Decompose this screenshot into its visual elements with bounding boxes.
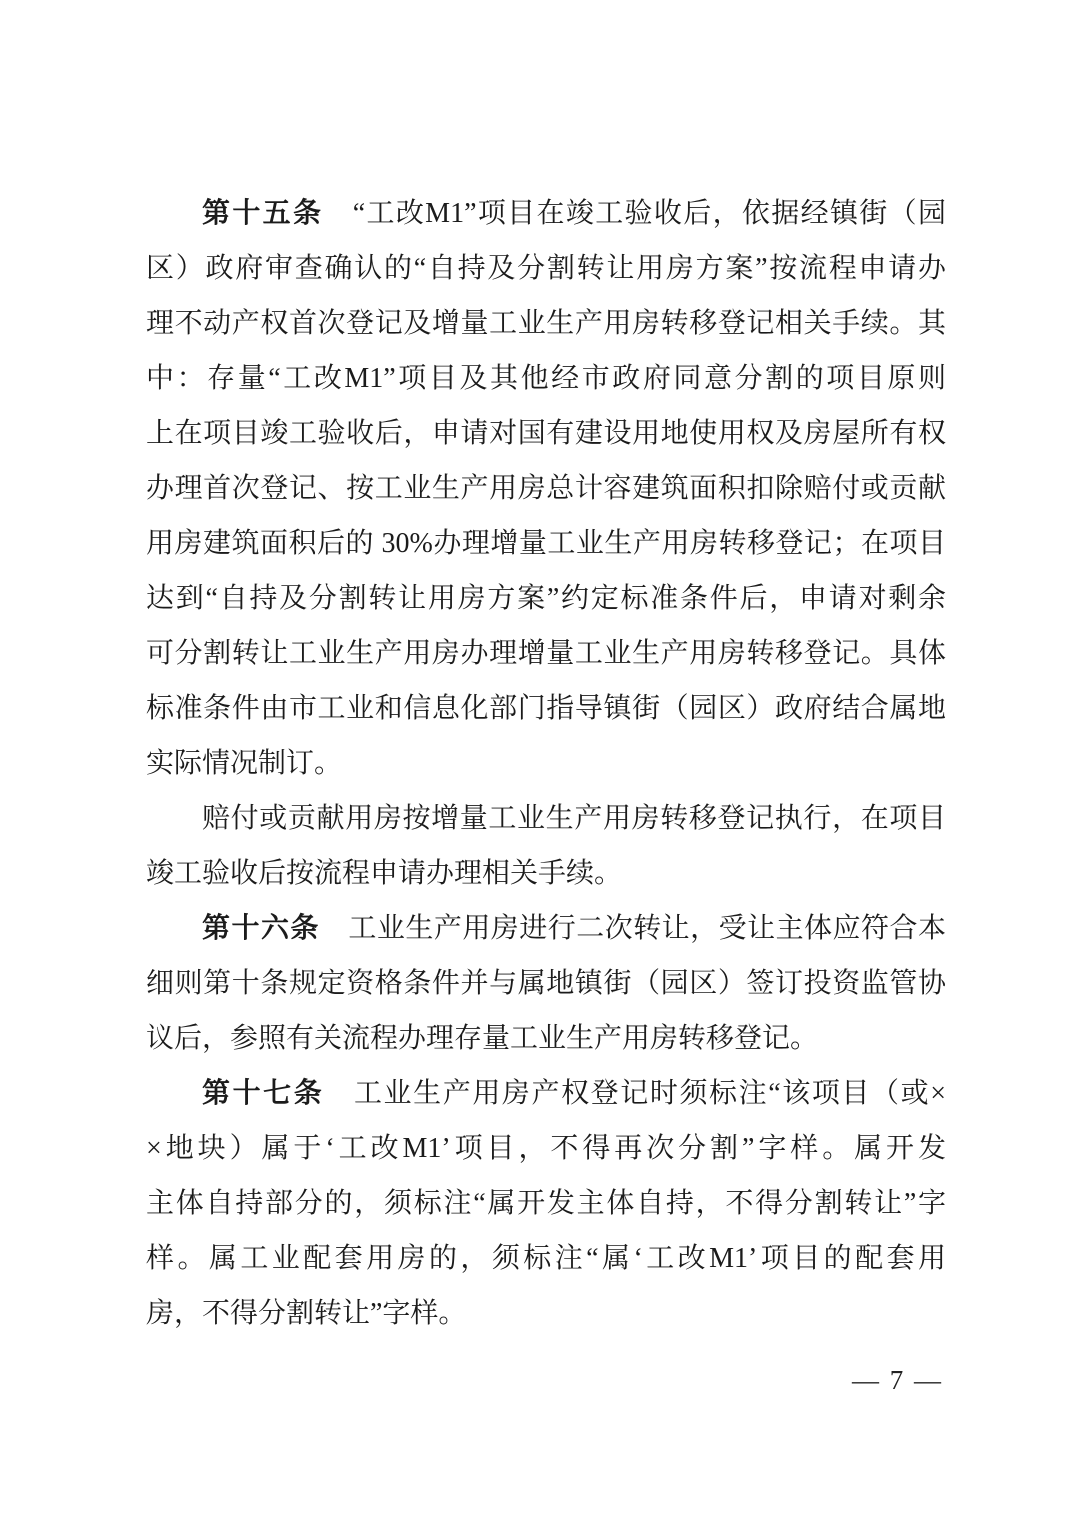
line-text: 区）政府审查确认的“自持及分割转让用房方案”按流程申请办 (146, 253, 946, 284)
text-line (146, 296, 946, 351)
clause-heading-line (146, 901, 946, 956)
clause-heading-line (146, 1066, 946, 1121)
text-line (146, 571, 946, 626)
text-line (146, 1231, 946, 1286)
line-text: 议后，参照有关流程办理存量工业生产用房转移登记。 (146, 1023, 819, 1054)
line-text: 赔付或贡献用房按增量工业生产用房转移登记执行，在项目 (202, 803, 946, 834)
line-text: 工业生产用房产权登记时须标注“该项目（或× (324, 1078, 946, 1109)
line-text: 用房建筑面积后的 30%办理增量工业生产用房转移登记；在项目 (146, 528, 946, 559)
text-line (146, 1011, 946, 1066)
text-line (146, 791, 946, 846)
text-line (146, 351, 946, 406)
text-line (146, 681, 946, 736)
line-text: 工业生产用房进行二次转让，受让主体应符合本 (319, 913, 946, 944)
line-text: ×地块）属于‘工改M1’项目，不得再次分割”字样。属开发 (146, 1133, 946, 1164)
document-body (146, 186, 946, 1341)
text-line (146, 516, 946, 571)
text-line (146, 1121, 946, 1176)
text-line (146, 461, 946, 516)
text-line (146, 736, 946, 791)
line-text: 可分割转让工业生产用房办理增量工业生产用房转移登记。具体 (146, 638, 946, 669)
line-text: 上在项目竣工验收后，申请对国有建设用地使用权及房屋所有权 (146, 418, 946, 449)
line-text: 办理首次登记、按工业生产用房总计容建筑面积扣除赔付或贡献 (146, 473, 946, 504)
line-text: 中：存量“工改M1”项目及其他经市政府同意分割的项目原则 (146, 363, 946, 394)
text-line (146, 241, 946, 296)
clause-number: 第十七条 (202, 1078, 325, 1109)
clause-number: 第十六条 (202, 913, 320, 944)
paragraph (146, 1066, 946, 1341)
clause-number: 第十五条 (202, 198, 324, 229)
line-text: 竣工验收后按流程申请办理相关手续。 (146, 858, 623, 889)
line-text: 房，不得分割转让”字样。 (146, 1298, 467, 1329)
line-text: 实际情况制订。 (146, 748, 343, 779)
line-text: 细则第十条规定资格条件并与属地镇街（园区）签订投资监管协 (146, 968, 946, 999)
line-text: 达到“自持及分割转让用房方案”约定标准条件后，申请对剩余 (146, 583, 946, 614)
text-line (146, 846, 946, 901)
line-text: 标准条件由市工业和信息化部门指导镇街（园区）政府结合属地 (146, 693, 946, 724)
page-number-label: — 7 — (852, 1365, 943, 1395)
clause-heading-line (146, 186, 946, 241)
text-line (146, 626, 946, 681)
line-text: 主体自持部分的，须标注“属开发主体自持，不得分割转让”字 (146, 1188, 946, 1219)
line-text: 理不动产权首次登记及增量工业生产用房转移登记相关手续。其 (146, 308, 946, 339)
page-number (852, 1362, 943, 1398)
line-text: “工改M1”项目在竣工验收后，依据经镇街（园 (323, 198, 946, 229)
paragraph (146, 791, 946, 901)
text-line (146, 1286, 946, 1341)
paragraph (146, 901, 946, 1066)
paragraph (146, 186, 946, 791)
text-line (146, 406, 946, 461)
text-line (146, 956, 946, 1011)
line-text: 样。属工业配套用房的，须标注“属‘工改M1’项目的配套用 (146, 1243, 946, 1274)
text-line (146, 1176, 946, 1231)
